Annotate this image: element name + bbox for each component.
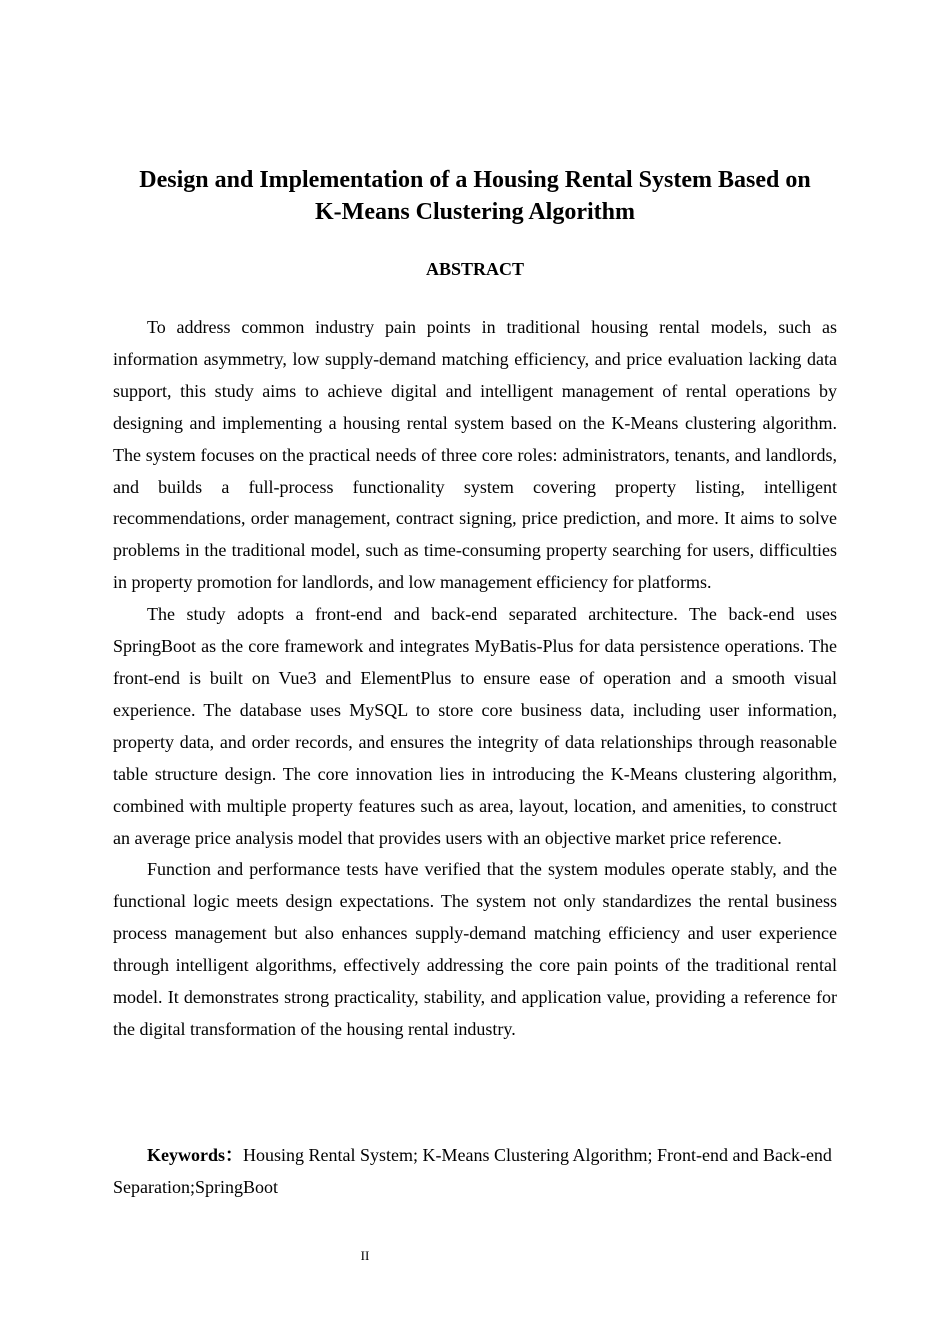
paper-title-line-2: K-Means Clustering Algorithm (315, 199, 635, 225)
keywords-line (113, 1140, 837, 1204)
keywords-text: Housing Rental System; K-Means Clustering Algorithm; Front-end and Back-end Separation;SpringBoot (113, 1145, 832, 1197)
abstract-heading: ABSTRACT (425, 259, 525, 279)
keywords-label: Keywords： (147, 1145, 243, 1165)
page-number: II (360, 1248, 370, 1263)
abstract-paragraph-2: The study adopts a front-end and back-end separated architecture. The back-end uses SpringBoot as the core framework and integrates MyBatis-Plus for data persistence operations. The front-end is built on Vue3 and ElementPlus to ensure ease of operation and a smooth visual experience. The database uses MySQL to store core business data, including user information, property data, and order records, and ensures the integrity of data relationships through reasonable table structure design. The core innovation lies in introducing the K-Means clustering algorithm, combined with multiple property features such as area, layout, location, and amenities, to construct an average price analysis model that provides users with an objective market price reference. (113, 604, 837, 848)
paper-title (100, 164, 850, 228)
abstract-body (113, 312, 837, 1046)
abstract-paragraph-1: To address common industry pain points in traditional housing rental models, such as information asymmetry, low supply-demand matching efficiency, and price evaluation lacking data support, this study aims to achieve digital and intelligent management of rental operations by designing and implementing a housing rental system based on the K-Means clustering algorithm. The system focuses on the practical needs of three core roles: administrators, tenants, and landlords, and builds a full-process functionality system covering property listing, intelligent recommendations, order management, contract signing, price prediction, and more. It aims to solve problems in the traditional model, such as time-consuming property searching for users, difficulties in property promotion for landlords, and low management efficiency for platforms. (113, 317, 837, 593)
abstract-paragraph-3: Function and performance tests have verified that the system modules operate stably, and the functional logic meets design expectations. The system not only standardizes the rental business process management but also enhances supply-demand matching efficiency and user experience through intelligent algorithms, effectively addressing the core pain points of the traditional rental model. It demonstrates strong practicality, stability, and application value, providing a reference for the digital transformation of the housing rental industry. (113, 859, 837, 1039)
paper-title-line-1: Design and Implementation of a Housing Rental System Based on (139, 167, 811, 193)
